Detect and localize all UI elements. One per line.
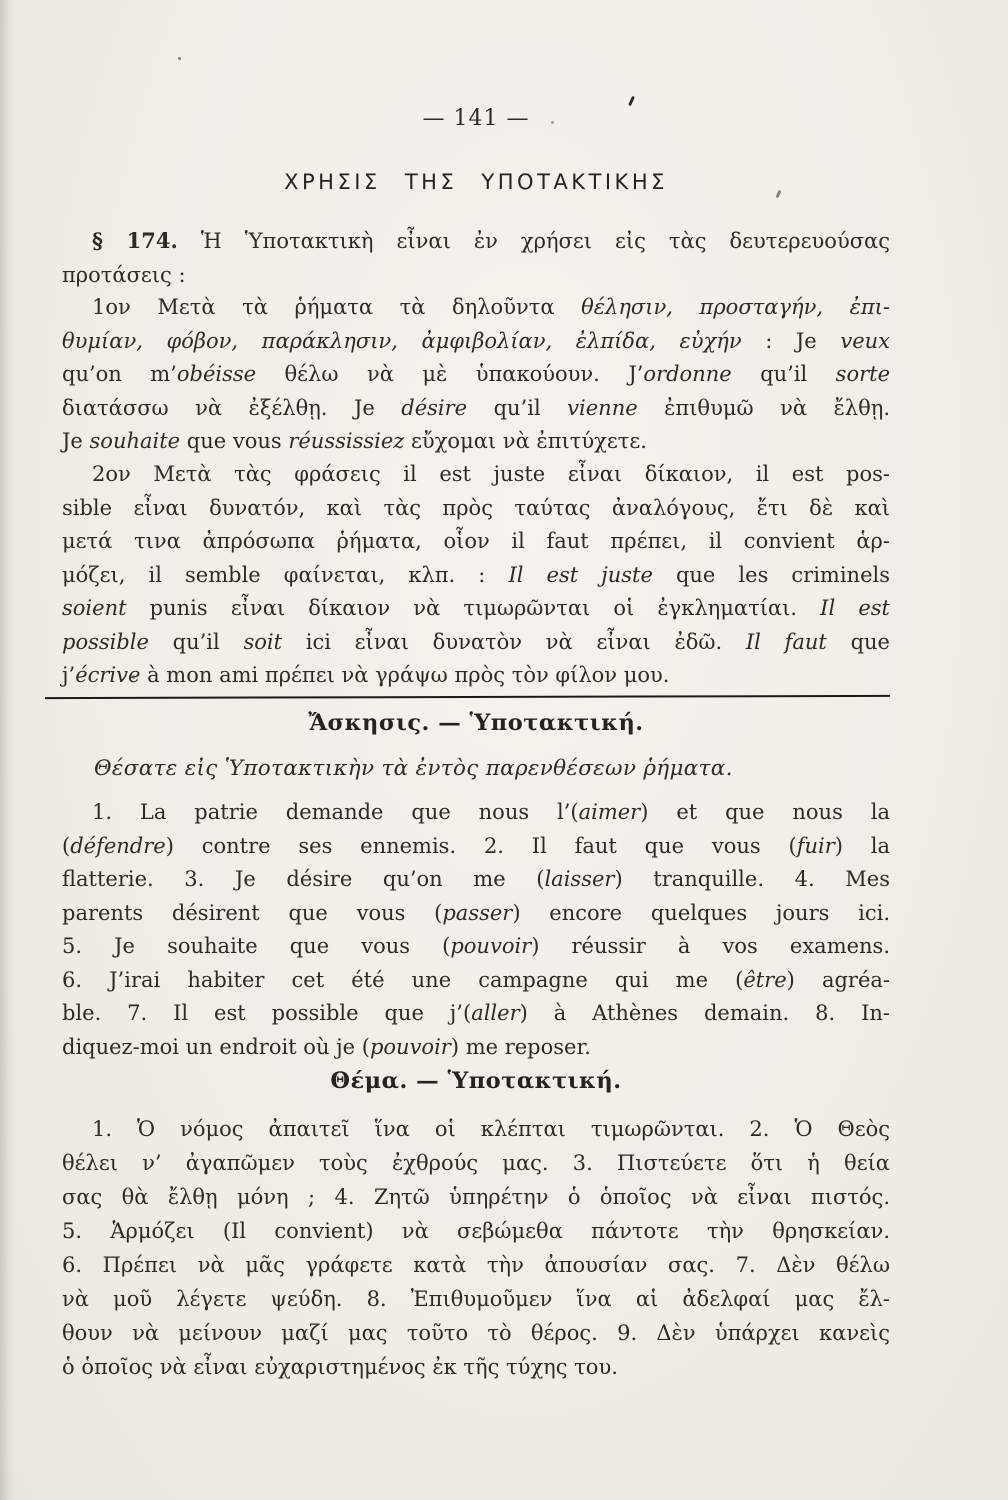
text-line: 1. Ὁ νόμος ἀπαιτεῖ ἵνα οἱ κλέπται τιμωρῶνται. 2. Ὁ Θεὸς [92,1117,890,1141]
text-line: ὁ ὁποῖος νὰ εἶναι εὐχαριστημένος ἐκ τῆς τύχης του. [62,1355,618,1379]
text-line: 5. Ἁρμόζει (Il convient) νὰ σεβώμεθα πάντοτε τὴν θρησκείαν. [62,1219,890,1243]
text-line: j’écrive à mon ami πρέπει νὰ γράψω πρὸς τὸν φίλον μου. [62,663,670,687]
text-line: μόζει, il semble φαίνεται, κλπ. : Il est juste que les criminels [62,562,890,587]
exercise-heading: Ἄσκησις. — Ὑποτακτική. [308,710,644,736]
text-line: parents désirent que vous (passer) encore quelques jours ici. [62,900,890,925]
text-line: μετά τινα ἀπρόσωπα ῥήματα, οἷον il faut πρέπει, il convient ἁρ- [62,529,890,553]
page-number: — 141 — [422,106,530,131]
exercise-instruction: Θέσατε εἰς Ὑποτακτικὴν τὰ ἐντὸς παρενθέσεων ῥήματα. [94,756,733,781]
scan-stray-mark [628,96,635,106]
scan-speck [178,57,181,60]
paragraph-174-item2 [62,458,890,693]
chapter-heading: ΧΡΗΣΙΣ ΤΗΣ ΥΠΟΤΑΚΤΙΚΗΣ [284,170,668,194]
text-line: θέλει ν’ ἀγαπῶμεν τοὺς ἐχθρούς μας. 3. Πιστεύετε ὅτι ἡ θεία [62,1151,890,1175]
text-line: 1. La patrie demande que nous l’(aimer) et que nous la [92,800,890,824]
text-line: § 174. Ἡ Ὑποτακτικὴ εἶναι ἐν χρήσει εἰς τὰς δευτερευούσας [92,228,890,253]
text-line: 2ον Μετὰ τὰς φράσεις il est juste εἶναι δίκαιον, il est pos- [92,462,890,486]
text-line: 6. J’irai habiter cet été une campagne qui me (être) agréa- [62,967,890,992]
page-edge-shadow [0,0,16,1500]
text-line: 6. Πρέπει νὰ μᾶς γράφετε κατὰ τὴν ἀπουσίαν σας. 7. Δὲν θέλω [62,1253,890,1277]
paragraph-174-intro [62,224,890,292]
text-line: νὰ μοῦ λέγετε ψεύδη. 8. Ἐπιθυμοῦμεν ἵνα αἱ ἀδελφαί μας ἔλ- [62,1287,890,1311]
text-line: σας θὰ ἔλθῃ μόνη ; 4. Ζητῶ ὑπηρέτην ὁ ὁποῖος νὰ εἶναι πιστός. [62,1185,890,1209]
text-line: θουν νὰ μείνουν μαζί μας τοῦτο τὸ θέρος. 9. Δὲν ὑπάρχει κανεὶς [62,1321,890,1345]
text-line: 5. Je souhaite que vous (pouvoir) réussir à vos examens. [62,934,891,958]
section-divider-rule [45,695,890,699]
text-line: Je souhaite que vous réussissiez εὔχομαι νὰ ἐπιτύχετε. [62,429,647,453]
exercise-french-paragraph [62,796,890,1064]
text-line: διατάσσω νὰ ἐξέλθῃ. Je désire qu’il vienne ἐπιθυμῶ νὰ ἔλθῃ. [62,395,890,420]
text-line: qu’on m’obéisse θέλω νὰ μὲ ὑπακούουν. J’ordonne qu’il sorte [62,362,890,386]
text-line: (défendre) contre ses ennemis. 2. Il faut que vous (fuir) la [62,833,891,858]
text-line: diquez-moi un endroit où je (pouvoir) me reposer. [62,1034,591,1059]
text-line: θυμίαν, φόβον, παράκλησιν, ἀμφιβολίαν, ἐλπίδα, εὐχήν : Je veux [62,328,890,353]
text-line: προτάσεις : [62,262,186,287]
theme-greek-paragraph [62,1112,890,1384]
text-line: 1ον Μετὰ τὰ ῥήματα τὰ δηλοῦντα θέλησιν, προσταγήν, ἐπι- [92,295,891,319]
text-line: possible qu’il soit ici εἶναι δυνατὸν νὰ εἶναι ἐδῶ. Il faut que [62,629,890,654]
text-line: flatterie. 3. Je désire qu’on me (laisser) tranquille. 4. Mes [62,867,890,891]
text-line: ble. 7. Il est possible que j’(aller) à Athènes demain. 8. In- [62,1001,890,1025]
text-line: sible εἶναι δυνατόν, καὶ τὰς πρὸς ταύτας ἀναλόγους, ἔτι δὲ καὶ [62,495,890,520]
text-line: soient punis εἶναι δίκαιον νὰ τιμωρῶνται οἱ ἐγκληματίαι. Il est [62,596,890,620]
paragraph-174-item1 [62,291,890,459]
theme-heading: Θέμα. — Ὑποτακτική. [330,1068,622,1094]
